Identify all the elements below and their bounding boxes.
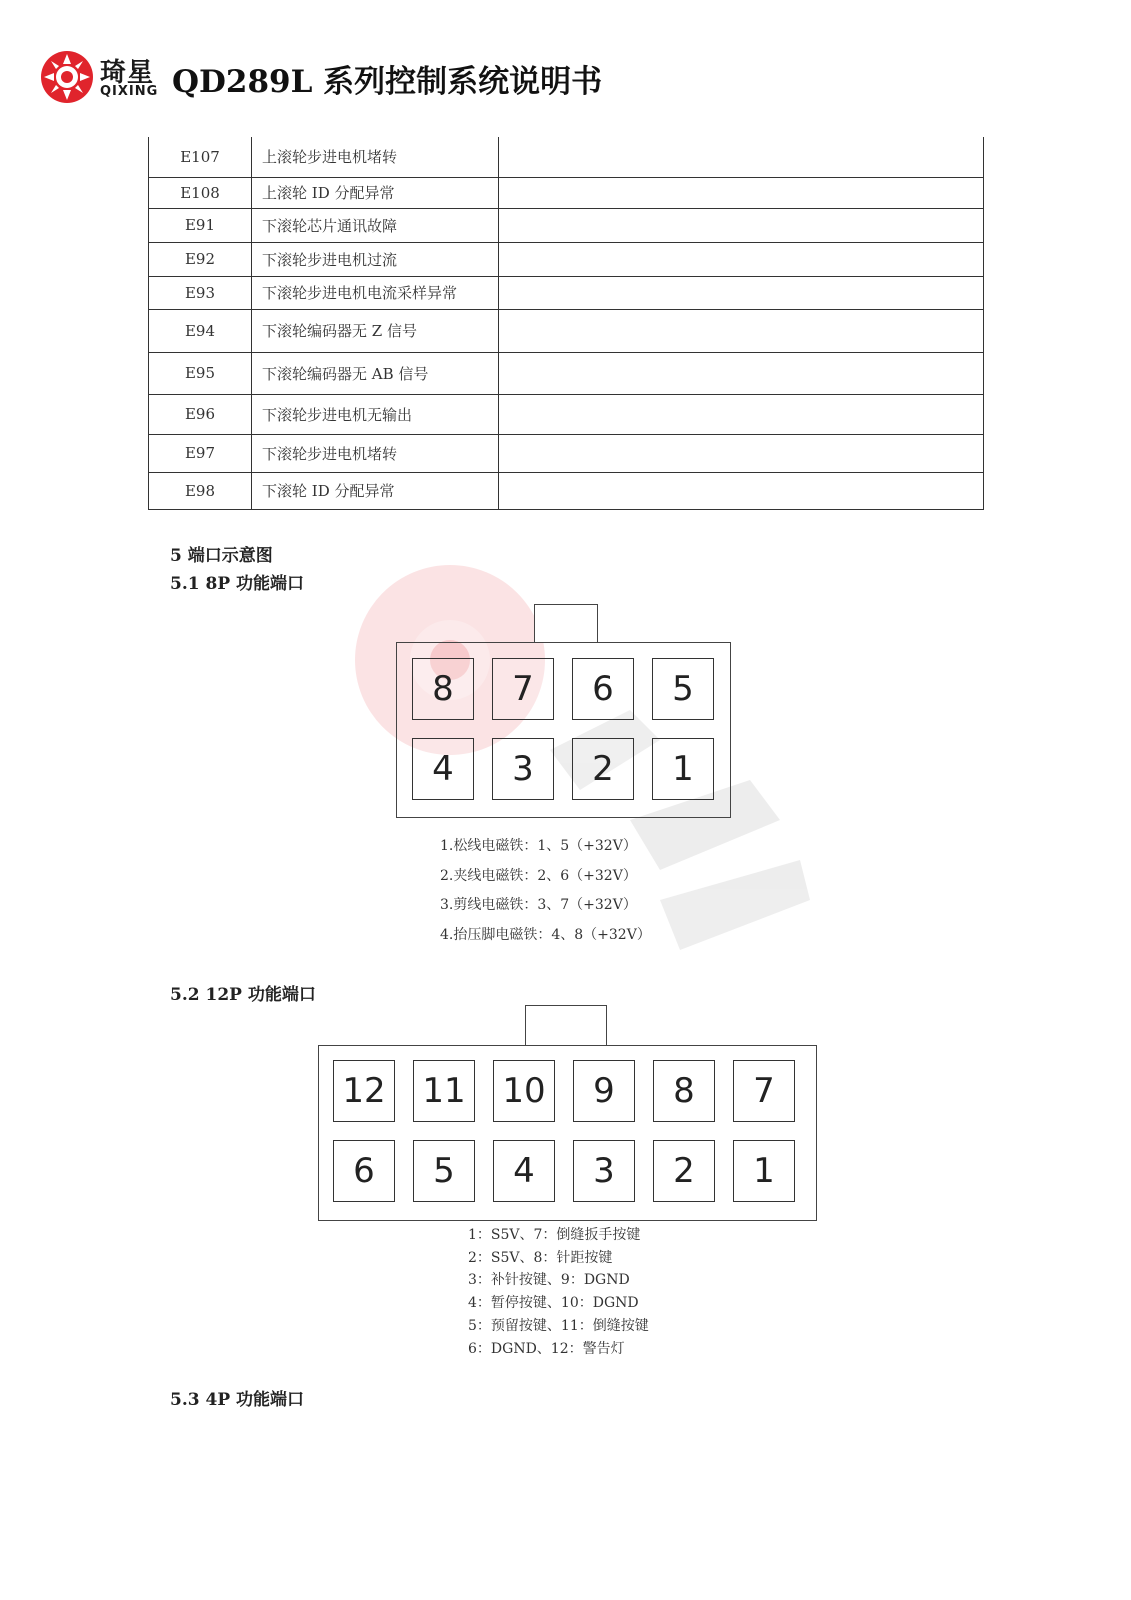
error-description: 上滚轮步进电机堵转 [252, 137, 499, 177]
document-title: QD289L 系列控制系统说明书 [172, 64, 603, 100]
pin-8p-top-1: 8 [412, 658, 474, 720]
table-row [149, 276, 984, 309]
table-row [149, 208, 984, 242]
pin-12p-top-5: 8 [653, 1060, 715, 1122]
pin-8p-bottom-3: 2 [572, 738, 634, 800]
error-note [499, 309, 984, 352]
error-description: 下滚轮编码器无 Z 信号 [252, 309, 499, 352]
error-code: E96 [149, 394, 252, 434]
error-code: E97 [149, 434, 252, 472]
pin-12p-bottom-5: 2 [653, 1140, 715, 1202]
table-row [149, 309, 984, 352]
section-heading-8p: 5.1 8P 功能端口 [170, 574, 305, 594]
error-note [499, 352, 984, 394]
brand-name-en: QIXING [100, 84, 159, 99]
note-line: 3：补针按键、9：DGND [468, 1272, 630, 1289]
error-note [499, 472, 984, 509]
error-code: E92 [149, 242, 252, 276]
pin-12p-bottom-3: 4 [493, 1140, 555, 1202]
pin-12p-bottom-4: 3 [573, 1140, 635, 1202]
error-note [499, 242, 984, 276]
section-heading-4p: 5.3 4P 功能端口 [170, 1390, 305, 1410]
error-note [499, 434, 984, 472]
error-description: 上滚轮 ID 分配异常 [252, 177, 499, 208]
error-description: 下滚轮步进电机无输出 [252, 394, 499, 434]
table-row [149, 242, 984, 276]
pin-8p-top-4: 5 [652, 658, 714, 720]
error-code: E108 [149, 177, 252, 208]
pin-12p-top-3: 10 [493, 1060, 555, 1122]
error-code: E91 [149, 208, 252, 242]
pin-8p-bottom-2: 3 [492, 738, 554, 800]
note-line: 2：S5V、8：针距按键 [468, 1249, 613, 1266]
pin-12p-bottom-2: 5 [413, 1140, 475, 1202]
note-line: 4：暂停按键、10：DGND [468, 1295, 639, 1312]
error-note [499, 137, 984, 177]
pin-8p-top-3: 6 [572, 658, 634, 720]
port-12p-notes [468, 1224, 649, 1360]
note-line: 5：预留按键、11：倒缝按键 [468, 1317, 649, 1334]
error-code-table [148, 137, 984, 510]
connector-8p-diagram [396, 604, 732, 820]
error-note [499, 394, 984, 434]
pin-12p-bottom-6: 1 [733, 1140, 795, 1202]
table-row [149, 137, 984, 177]
error-description: 下滚轮编码器无 AB 信号 [252, 352, 499, 394]
note-line: 6：DGND、12：警告灯 [468, 1340, 625, 1357]
error-code: E98 [149, 472, 252, 509]
port-8p-notes [440, 832, 651, 950]
error-description: 下滚轮步进电机电流采样异常 [252, 276, 499, 309]
table-row [149, 177, 984, 208]
qixing-logo-icon [40, 50, 94, 104]
error-note [499, 177, 984, 208]
note-line: 1.松线电磁铁：1、5（+32V） [440, 838, 637, 854]
error-code: E94 [149, 309, 252, 352]
connector-key [534, 604, 598, 643]
connector-12p-diagram [318, 1005, 818, 1223]
pin-8p-bottom-4: 1 [652, 738, 714, 800]
page-header [40, 46, 740, 106]
error-code: E93 [149, 276, 252, 309]
error-description: 下滚轮芯片通讯故障 [252, 208, 499, 242]
error-note [499, 276, 984, 309]
error-code: E107 [149, 137, 252, 177]
error-description: 下滚轮步进电机堵转 [252, 434, 499, 472]
section-heading-ports: 5 端口示意图 [170, 546, 273, 566]
pin-8p-top-2: 7 [492, 658, 554, 720]
table-row [149, 472, 984, 509]
pin-12p-top-4: 9 [573, 1060, 635, 1122]
connector-key [525, 1005, 607, 1046]
pin-12p-top-6: 7 [733, 1060, 795, 1122]
error-note [499, 208, 984, 242]
note-line: 4.抬压脚电磁铁：4、8（+32V） [440, 926, 651, 943]
error-description: 下滚轮步进电机过流 [252, 242, 499, 276]
note-line: 2.夹线电磁铁：2、6（+32V） [440, 867, 637, 884]
pin-12p-bottom-1: 6 [333, 1140, 395, 1202]
note-line: 3.剪线电磁铁：3、7（+32V） [440, 897, 637, 913]
table-row [149, 394, 984, 434]
section-heading-12p: 5.2 12P 功能端口 [170, 985, 316, 1005]
pin-12p-top-2: 11 [413, 1060, 475, 1122]
pin-8p-bottom-1: 4 [412, 738, 474, 800]
table-row [149, 352, 984, 394]
note-line: 1：S5V、7：倒缝扳手按键 [468, 1227, 641, 1243]
error-description: 下滚轮 ID 分配异常 [252, 472, 499, 509]
pin-12p-top-1: 12 [333, 1060, 395, 1122]
brand-name-cn: 琦星 [100, 58, 155, 88]
table-row [149, 434, 984, 472]
error-code: E95 [149, 352, 252, 394]
